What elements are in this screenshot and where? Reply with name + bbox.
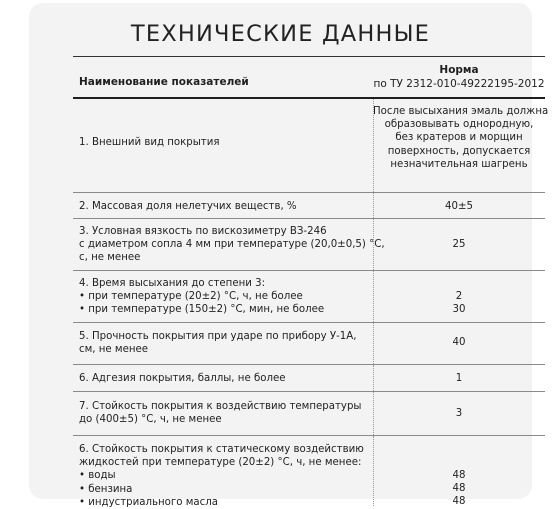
row-indicator: 4. Время высыхания до степени 3: • при температуре (20±2) °С, ч, не более • при температуре (150±2) °С, мин, не более	[79, 278, 325, 316]
row-norm: 3	[455, 408, 463, 419]
table-row	[73, 436, 545, 506]
table-row	[73, 99, 549, 193]
table-row	[73, 392, 545, 436]
row-norm: 48 48 48	[452, 470, 466, 508]
row-indicator: 1. Внешний вид покрытия	[79, 137, 220, 148]
header-indicator-name: Наименование показателей	[79, 76, 249, 88]
row-norm: 40	[452, 337, 466, 348]
page-title: ТЕХНИЧЕСКИЕ ДАННЫЕ	[130, 21, 431, 47]
table-row	[73, 219, 545, 271]
row-norm: 1	[455, 373, 463, 384]
table-row	[73, 365, 545, 392]
header-norm-title: Норма	[439, 64, 479, 76]
row-norm: 25	[452, 239, 466, 250]
row-indicator: 2. Массовая доля нелетучих веществ, %	[79, 201, 297, 212]
header-norm	[373, 63, 545, 91]
row-norm: 40±5	[445, 201, 473, 212]
technical-data-card	[29, 3, 549, 508]
table-row	[73, 323, 545, 365]
table-row	[73, 193, 545, 219]
table-row	[73, 271, 545, 323]
spec-table	[73, 56, 549, 508]
row-indicator: 7. Стойкость покрытия к воздействию температуры до (400±5) °С, ч, не менее	[79, 401, 362, 426]
row-indicator: 5. Прочность покрытия при ударе по прибору У-1А, см, не менее	[79, 331, 357, 356]
row-indicator: 3. Условная вязкость по вискозиметру ВЗ-246 с диаметром сопла 4 мм при температуре (20,0±0,5) °С, с, не менее	[79, 226, 385, 264]
row-norm: После высыхания эмаль должна образовывать однородную, без кратеров и морщин поверхность, допускается незначительная шагрень	[373, 106, 549, 170]
row-indicator: 6. Адгезия покрытия, баллы, не более	[79, 373, 286, 384]
row-norm: 2 30	[452, 291, 466, 316]
row-indicator: 6. Стойкость покрытия к статическому воздействию жидкостей при температуре (20±2) °С, ч, не менее: • воды • бензина • индустриального масла	[79, 444, 364, 508]
header-norm-standard: по ТУ 2312-010-49222195-2012	[373, 78, 545, 90]
table-header	[73, 57, 545, 99]
